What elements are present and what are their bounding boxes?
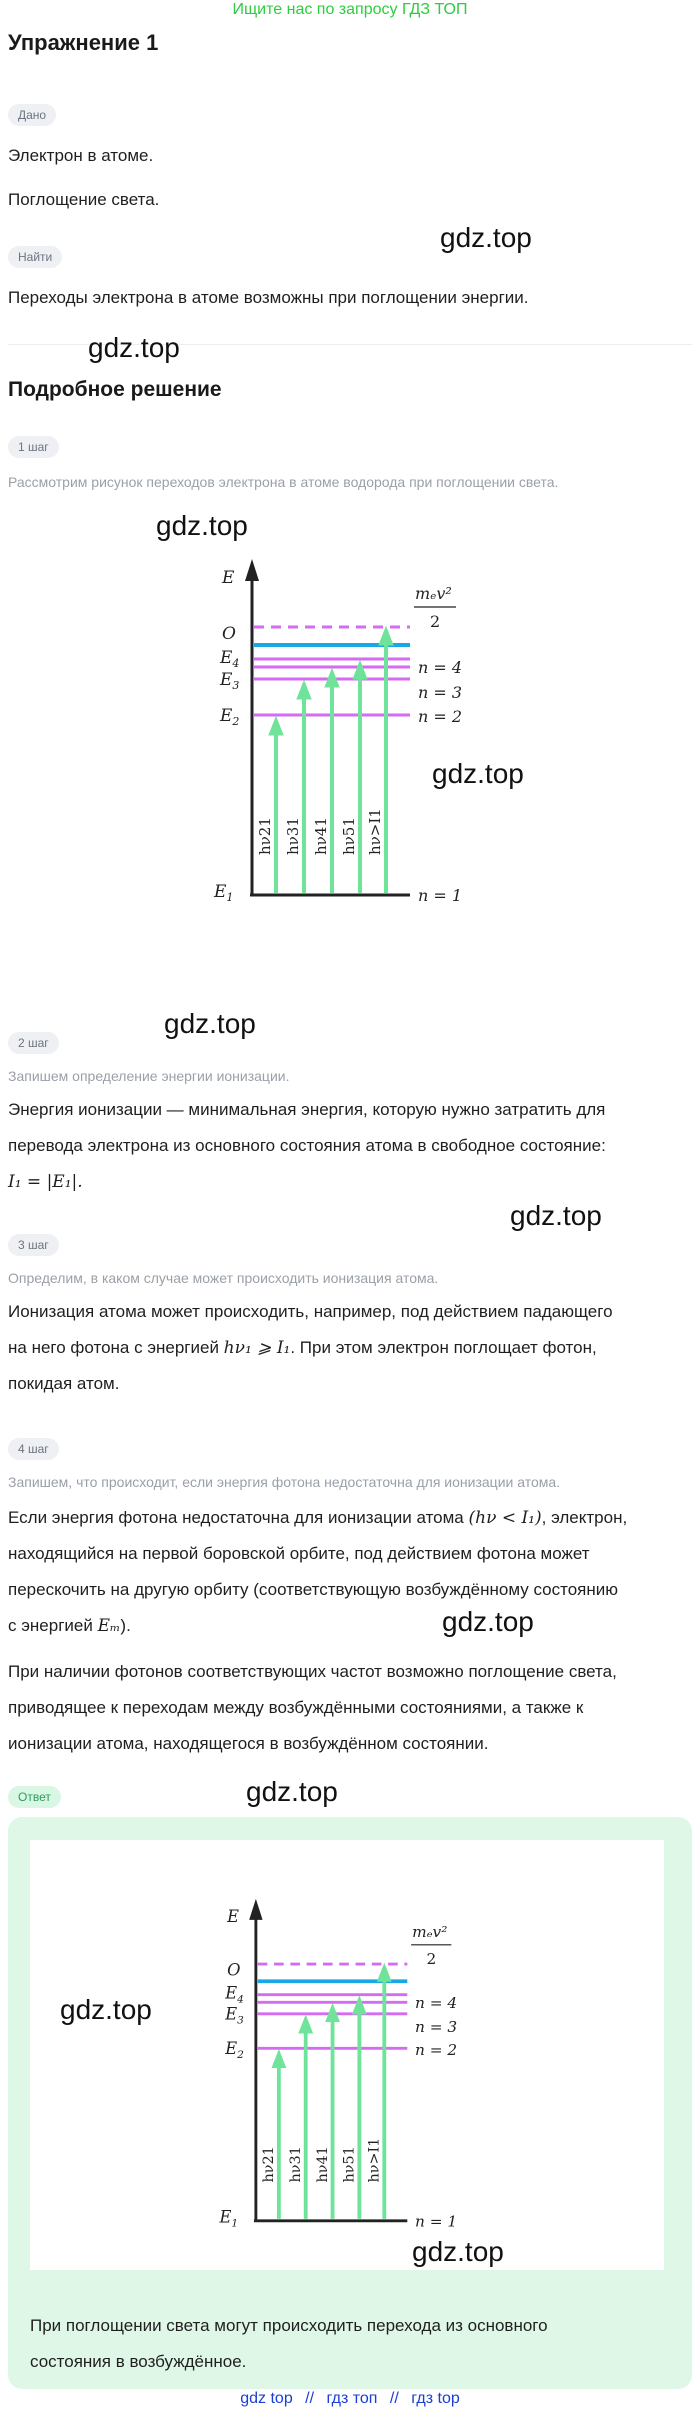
label-hv21: hν21 — [256, 817, 274, 855]
answer-label-hv-ion: hν>I1 — [366, 2137, 383, 2183]
step1-desc: Рассмотрим рисунок переходов электрона в атоме водорода при поглощении света. — [8, 474, 559, 490]
label-hv31: hν31 — [284, 817, 302, 855]
watermark: gdz.top — [164, 1008, 256, 1039]
label-E1: $E_1$ — [214, 882, 234, 904]
step3-chip-wrap — [8, 1234, 59, 1256]
answer-line-1: При поглощении света могут происходить перехода из основного — [30, 2316, 548, 2335]
footer-separator: // — [389, 2390, 399, 2407]
step2-line-1: Энергия ионизации — минимальная энергия, которую нужно затратить для — [8, 1100, 606, 1119]
answer-label-n3: n = 3 — [414, 2018, 458, 2037]
answer-arrow-hv31-head — [299, 2016, 312, 2033]
footer-link-gdz-top[interactable]: gdz top — [240, 2390, 293, 2407]
footer-link-gdz-top-ru[interactable]: гдз топ — [326, 2390, 378, 2407]
step3-line-1: Ионизация атома может происходить, например, под действием падающего — [8, 1302, 613, 1321]
answer-label-E2: $E_2$ — [225, 2039, 244, 2061]
answer-label-E-axis: E — [227, 1906, 240, 1926]
arrow-ionization-head — [379, 627, 393, 645]
watermark: gdz.top — [60, 1994, 152, 2025]
arrow-hv31-head — [297, 681, 311, 699]
answer-label-n4: n = 4 — [414, 1994, 458, 2013]
step3-desc: Определим, в каком случае может происходить ионизация атома. — [8, 1270, 439, 1286]
solution-title: Подробное решение — [8, 378, 222, 401]
answer-label-hv31: hν31 — [287, 2146, 304, 2183]
footer-separator: // — [305, 2390, 315, 2407]
energy-level-diagram — [200, 555, 490, 915]
answer-label-n2: n = 2 — [414, 2041, 458, 2060]
step2-line-2: перевода электрона из основного состояния атома в свободное состояние: — [8, 1136, 606, 1155]
top-banner: Ищите нас по запросу ГДЗ ТОП — [232, 1, 468, 18]
step2-formula: I₁ = |E₁|. — [8, 1172, 83, 1192]
page-title: Упражнение 1 — [8, 30, 159, 55]
answer-chip: Ответ — [8, 1786, 61, 1808]
answer-label-hv41: hν41 — [314, 2146, 331, 2183]
watermark: gdz.top — [432, 758, 524, 789]
label-frac-den: 2 — [430, 612, 441, 631]
footer-link-gdz-top-mixed[interactable]: гдз top — [411, 2390, 460, 2407]
watermark: gdz.top — [440, 222, 532, 253]
answer-energy-level-diagram — [200, 1895, 490, 2240]
answer-axis-arrowhead — [249, 1899, 262, 1920]
watermark: gdz.top — [442, 1606, 534, 1637]
step4-line-4: с энергией Eₘ). — [8, 1616, 131, 1636]
label-E4: $E_4$ — [220, 648, 240, 670]
answer-label-hv51: hν51 — [341, 2146, 358, 2183]
given-chip-wrap — [8, 104, 56, 126]
answer-label-frac-den: 2 — [426, 1950, 437, 1968]
label-E-axis: E — [222, 568, 235, 588]
find-line-1: Переходы электрона в атоме возможны при поглощении энергии. — [8, 288, 529, 307]
answer-label-hv21: hν21 — [261, 2146, 278, 2183]
watermark: gdz.top — [412, 2236, 504, 2267]
watermark: gdz.top — [88, 332, 180, 363]
answer-arrow-hv51-head — [353, 1997, 366, 2014]
step3-chip: 3 шаг — [8, 1234, 59, 1256]
step1-chip: 1 шаг — [8, 436, 59, 458]
step4-line-7: ионизации атома, находящегося в возбуждённом состоянии. — [8, 1734, 489, 1753]
answer-label-n1: n = 1 — [414, 2212, 458, 2231]
given-line-2: Поглощение света. — [8, 190, 160, 209]
label-E2: $E_2$ — [220, 706, 240, 728]
watermark: gdz.top — [156, 510, 248, 541]
given-chip: Дано — [8, 104, 56, 126]
label-n2: n = 2 — [418, 707, 463, 726]
step4-chip: 4 шаг — [8, 1438, 59, 1460]
axis-arrowhead — [245, 559, 259, 581]
label-E3: $E_3$ — [220, 670, 240, 692]
label-hv51: hν51 — [340, 817, 358, 855]
step3-line-3: покидая атом. — [8, 1374, 120, 1393]
step4-line-5: При наличии фотонов соответствующих частот возможно поглощение света, — [8, 1662, 617, 1681]
label-hv41: hν41 — [312, 817, 330, 855]
answer-label-frac-num: mₑv² — [412, 1923, 448, 1942]
step3-line-2: на него фотона с энергией hν₁ ⩾ I₁. При этом электрон поглощает фотон, — [8, 1338, 597, 1358]
arrow-hv51-head — [353, 661, 367, 679]
answer-label-E3: $E_3$ — [225, 2004, 244, 2027]
step2-chip: 2 шаг — [8, 1032, 59, 1054]
step4-chip-wrap — [8, 1438, 59, 1460]
answer-chip-wrap — [8, 1786, 61, 1808]
watermark: gdz.top — [246, 1776, 338, 1807]
label-n1: n = 1 — [418, 886, 463, 905]
watermark: gdz.top — [510, 1200, 602, 1231]
answer-arrow-ionization-head — [378, 1964, 391, 1981]
step2-desc: Запишем определение энергии ионизации. — [8, 1068, 290, 1084]
arrow-hv21-head — [269, 717, 283, 735]
answer-arrow-hv21-head — [272, 2050, 285, 2067]
label-O: O — [222, 624, 236, 644]
answer-label-E1: $E_1$ — [219, 2207, 239, 2230]
step4-line-6: приводящее к переходам между возбуждёнными состояниями, а также к — [8, 1698, 584, 1717]
find-chip: Найти — [8, 246, 62, 268]
step4-line-2: находящийся на первой боровской орбите, под действием фотона может — [8, 1544, 590, 1563]
label-n3: n = 3 — [418, 683, 463, 702]
answer-label-O: O — [227, 1960, 241, 1980]
answer-label-E4: $E_4$ — [225, 1983, 244, 2006]
answer-line-2: состояния в возбуждённое. — [30, 2352, 247, 2371]
step4-desc: Запишем, что происходит, если энергия фотона недостаточна для ионизации атома. — [8, 1474, 561, 1490]
label-hv-ion: hν>I1 — [366, 808, 384, 855]
label-frac-num: mₑv² — [415, 584, 452, 603]
find-chip-wrap — [8, 246, 62, 268]
label-n4: n = 4 — [418, 658, 463, 677]
step2-chip-wrap — [8, 1032, 59, 1054]
footer-links — [0, 2390, 700, 2408]
step1-chip-wrap — [8, 436, 59, 458]
given-line-1: Электрон в атоме. — [8, 146, 154, 165]
step4-line-3: перескочить на другую орбиту (соответствующую возбуждённому состоянию — [8, 1580, 618, 1599]
step4-line-1: Если энергия фотона недостаточна для ионизации атома (hν < I₁), электрон, — [8, 1508, 628, 1528]
